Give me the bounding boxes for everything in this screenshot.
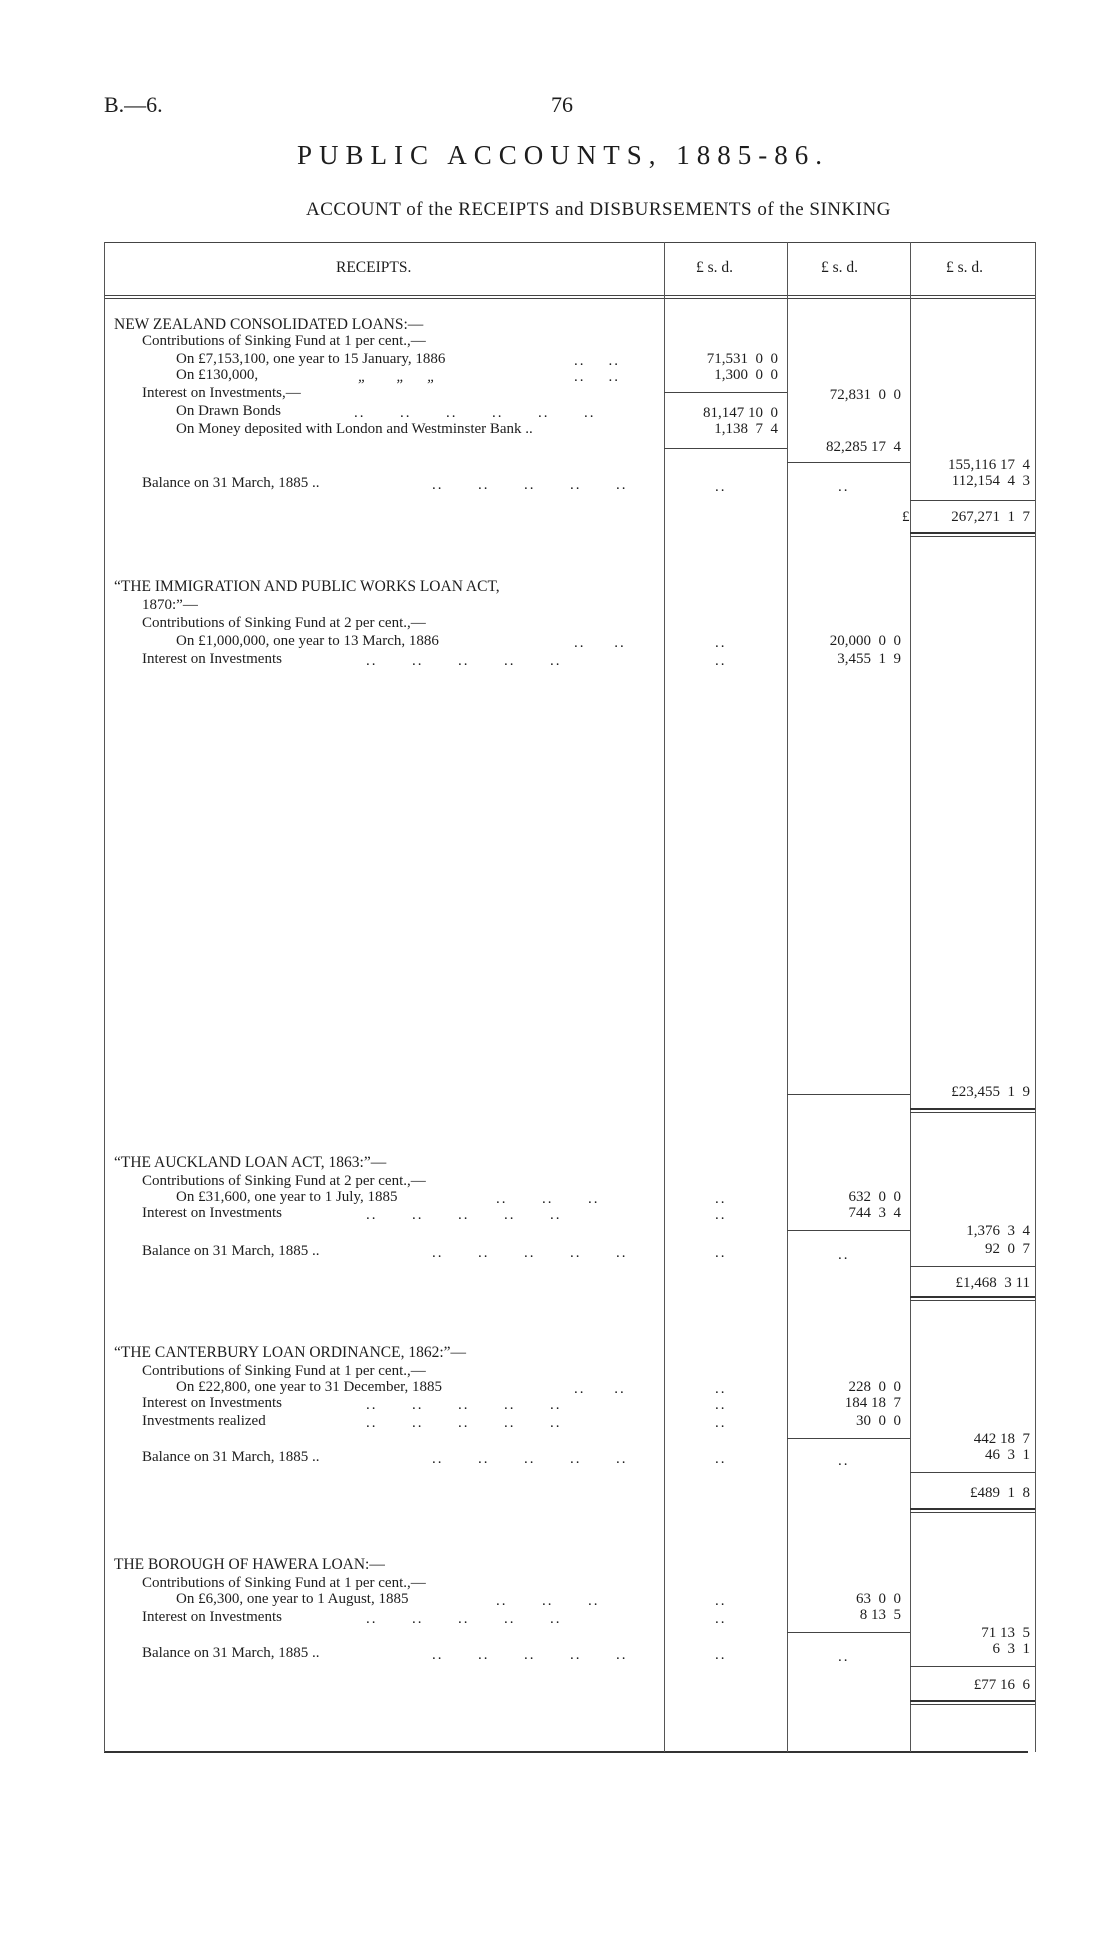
subtotal-rule — [664, 392, 787, 393]
table-top-rule — [104, 242, 1036, 243]
table-left-edge — [104, 242, 105, 1752]
subtotal-rule — [787, 1632, 910, 1633]
leader-dots: .. .. .. .. .. — [366, 1207, 562, 1223]
total-double-rule — [910, 536, 1035, 537]
amount-cell: 184 18 7 — [844, 1395, 901, 1411]
table-bottom-rule — [104, 1751, 1028, 1753]
column-header-amount-2: £ s. d. — [821, 259, 859, 276]
leader-dots: .. — [715, 1381, 727, 1397]
leader-dots: .. .. .. .. .. — [432, 1245, 628, 1261]
contributions-label: Contributions of Sinking Fund at 1 per cent.,— — [142, 333, 426, 349]
leader-dots: .. — [838, 479, 850, 495]
document-reference: B.—6. — [104, 92, 163, 117]
total-double-rule — [910, 1300, 1035, 1301]
subtotal-rule — [664, 448, 787, 449]
subtotal-rule — [787, 1230, 910, 1231]
line-item-label: On £130,000, — [176, 367, 259, 383]
line-item-label: On £6,300, one year to 1 August, 1885 — [176, 1591, 409, 1607]
column-divider-1 — [664, 242, 665, 1752]
contributions-label: Contributions of Sinking Fund at 2 per cent.,— — [142, 615, 426, 631]
amount-cell: 744 3 4 — [848, 1205, 901, 1221]
leader-dots: .. .. .. .. .. — [366, 1415, 562, 1431]
balance-label: Balance on 31 March, 1885 .. — [142, 1243, 320, 1259]
total-rule — [910, 1666, 1035, 1667]
total-rule — [910, 1472, 1035, 1473]
total-double-rule — [910, 1512, 1035, 1513]
amount-cell: 1,138 7 4 — [714, 421, 778, 437]
section-total: £489 1 8 — [970, 1485, 1030, 1501]
line-item-label: On Money deposited with London and Westminster Bank .. — [176, 421, 533, 437]
amount-cell: 228 0 0 — [848, 1379, 901, 1395]
leader-dots: .. .. — [574, 369, 620, 385]
leader-dots: .. — [715, 1191, 727, 1207]
total-double-rule — [910, 1700, 1035, 1702]
amount-cell: 72,831 0 0 — [829, 387, 901, 403]
section-total: £23,455 1 9 — [951, 1084, 1030, 1100]
leader-dots: .. — [715, 653, 727, 669]
subtotal-rule — [787, 1094, 910, 1095]
total-rule — [910, 500, 1035, 501]
amount-cell: 3,455 1 9 — [837, 651, 901, 667]
leader-dots: .. .. .. .. .. — [366, 1397, 562, 1413]
leader-dots: .. .. — [574, 635, 626, 651]
amount-cell: 442 18 7 — [973, 1431, 1030, 1447]
line-item-label: On £22,800, one year to 31 December, 1885 — [176, 1379, 442, 1395]
leader-dots: .. — [715, 1647, 727, 1663]
header-rule — [104, 295, 1036, 296]
contributions-label: Contributions of Sinking Fund at 1 per cent.,— — [142, 1363, 426, 1379]
section-heading-continued: 1870:”— — [142, 597, 198, 613]
total-double-rule — [910, 1108, 1035, 1110]
leader-dots: .. .. .. .. .. — [432, 477, 628, 493]
section-heading: “THE AUCKLAND LOAN ACT, 1863:”— — [114, 1154, 387, 1171]
balance-label: Balance on 31 March, 1885 .. — [142, 1645, 320, 1661]
total-double-rule — [910, 1508, 1035, 1510]
balance-label: Balance on 31 March, 1885 .. — [142, 1449, 320, 1465]
leader-dots: .. — [715, 1245, 727, 1261]
leader-dots: .. — [838, 1649, 850, 1665]
leader-dots: .. .. .. .. .. — [366, 653, 562, 669]
column-header-amount-3: £ s. d. — [946, 259, 984, 276]
table-right-edge — [1035, 242, 1036, 1752]
ditto-marks: „ „ „ — [358, 369, 436, 385]
section-total: £1,468 3 11 — [955, 1275, 1030, 1291]
amount-cell: 81,147 10 0 — [703, 405, 778, 421]
amount-cell: 20,000 0 0 — [829, 633, 901, 649]
amount-cell: 92 0 7 — [985, 1241, 1030, 1257]
column-divider-2 — [787, 242, 788, 1752]
leader-dots: .. — [715, 1415, 727, 1431]
leader-dots: .. .. .. .. .. — [366, 1611, 562, 1627]
section-total: 267,271 1 7 — [951, 509, 1030, 525]
leader-dots: .. — [715, 635, 727, 651]
leader-dots: .. .. .. .. .. .. — [354, 405, 596, 421]
line-item-label: On £1,000,000, one year to 13 March, 1886 — [176, 633, 439, 649]
line-item-label: On £7,153,100, one year to 15 January, 1886 — [176, 351, 446, 367]
section-heading: “THE CANTERBURY LOAN ORDINANCE, 1862:”— — [114, 1344, 467, 1361]
leader-dots: .. .. .. .. .. — [432, 1451, 628, 1467]
contributions-label: Contributions of Sinking Fund at 2 per cent.,— — [142, 1173, 426, 1189]
column-divider-3 — [910, 242, 911, 1752]
page-subtitle: ACCOUNT of the RECEIPTS and DISBURSEMENTS of the SINKING — [306, 199, 891, 220]
interest-label: Interest on Investments — [142, 1395, 282, 1411]
leader-dots: .. — [838, 1453, 850, 1469]
line-item-label: On £31,600, one year to 1 July, 1885 — [176, 1189, 398, 1205]
column-header-amount-1: £ s. d. — [696, 259, 734, 276]
leader-dots: .. — [838, 1247, 850, 1263]
interest-label: Interest on Investments,— — [142, 385, 301, 401]
leader-dots: .. .. — [574, 1381, 626, 1397]
subtotal-rule — [787, 1438, 910, 1439]
interest-label: Interest on Investments — [142, 651, 282, 667]
section-heading: “THE IMMIGRATION AND PUBLIC WORKS LOAN ACT, — [114, 578, 500, 595]
total-rule — [910, 1266, 1035, 1267]
amount-cell: 632 0 0 — [848, 1189, 901, 1205]
page-number: 76 — [551, 92, 573, 117]
leader-dots: .. — [715, 1451, 727, 1467]
leader-dots: .. — [715, 479, 727, 495]
leader-dots: .. .. .. — [496, 1191, 600, 1207]
leader-dots: .. — [715, 1611, 727, 1627]
section-heading: THE BOROUGH OF HAWERA LOAN:— — [114, 1556, 385, 1573]
line-item-label: On Drawn Bonds — [176, 403, 281, 419]
leader-dots: .. .. .. — [496, 1593, 600, 1609]
amount-cell: 71,531 0 0 — [706, 351, 778, 367]
leader-dots: .. .. — [574, 353, 620, 369]
interest-label: Interest on Investments — [142, 1205, 282, 1221]
amount-cell: 112,154 4 3 — [951, 473, 1030, 489]
contributions-label: Contributions of Sinking Fund at 1 per cent.,— — [142, 1575, 426, 1591]
total-prefix: £ — [902, 509, 910, 525]
amount-cell: 6 3 1 — [992, 1641, 1030, 1657]
leader-dots: .. — [715, 1207, 727, 1223]
amount-cell: 82,285 17 4 — [826, 439, 901, 455]
total-double-rule — [910, 1112, 1035, 1113]
leader-dots: .. — [715, 1397, 727, 1413]
total-double-rule — [910, 532, 1035, 534]
amount-cell: 155,116 17 4 — [948, 457, 1030, 473]
amount-cell: 46 3 1 — [985, 1447, 1030, 1463]
realized-label: Investments realized — [142, 1413, 266, 1429]
section-total: £77 16 6 — [973, 1677, 1030, 1693]
total-double-rule — [910, 1704, 1035, 1705]
subtotal-rule — [787, 462, 910, 463]
section-heading: NEW ZEALAND CONSOLIDATED LOANS:— — [114, 316, 424, 333]
interest-label: Interest on Investments — [142, 1609, 282, 1625]
amount-cell: 1,300 0 0 — [714, 367, 778, 383]
amount-cell: 1,376 3 4 — [966, 1223, 1030, 1239]
balance-label: Balance on 31 March, 1885 .. — [142, 475, 320, 491]
header-rule-double — [104, 298, 1036, 299]
page-title: PUBLIC ACCOUNTS, 1885-86. — [297, 140, 830, 170]
total-double-rule — [910, 1296, 1035, 1298]
amount-cell: 8 13 5 — [859, 1607, 901, 1623]
amount-cell: 30 0 0 — [856, 1413, 901, 1429]
leader-dots: .. .. .. .. .. — [432, 1647, 628, 1663]
leader-dots: .. — [715, 1593, 727, 1609]
column-header-receipts: RECEIPTS. — [336, 259, 412, 276]
amount-cell: 63 0 0 — [856, 1591, 901, 1607]
amount-cell: 71 13 5 — [981, 1625, 1030, 1641]
